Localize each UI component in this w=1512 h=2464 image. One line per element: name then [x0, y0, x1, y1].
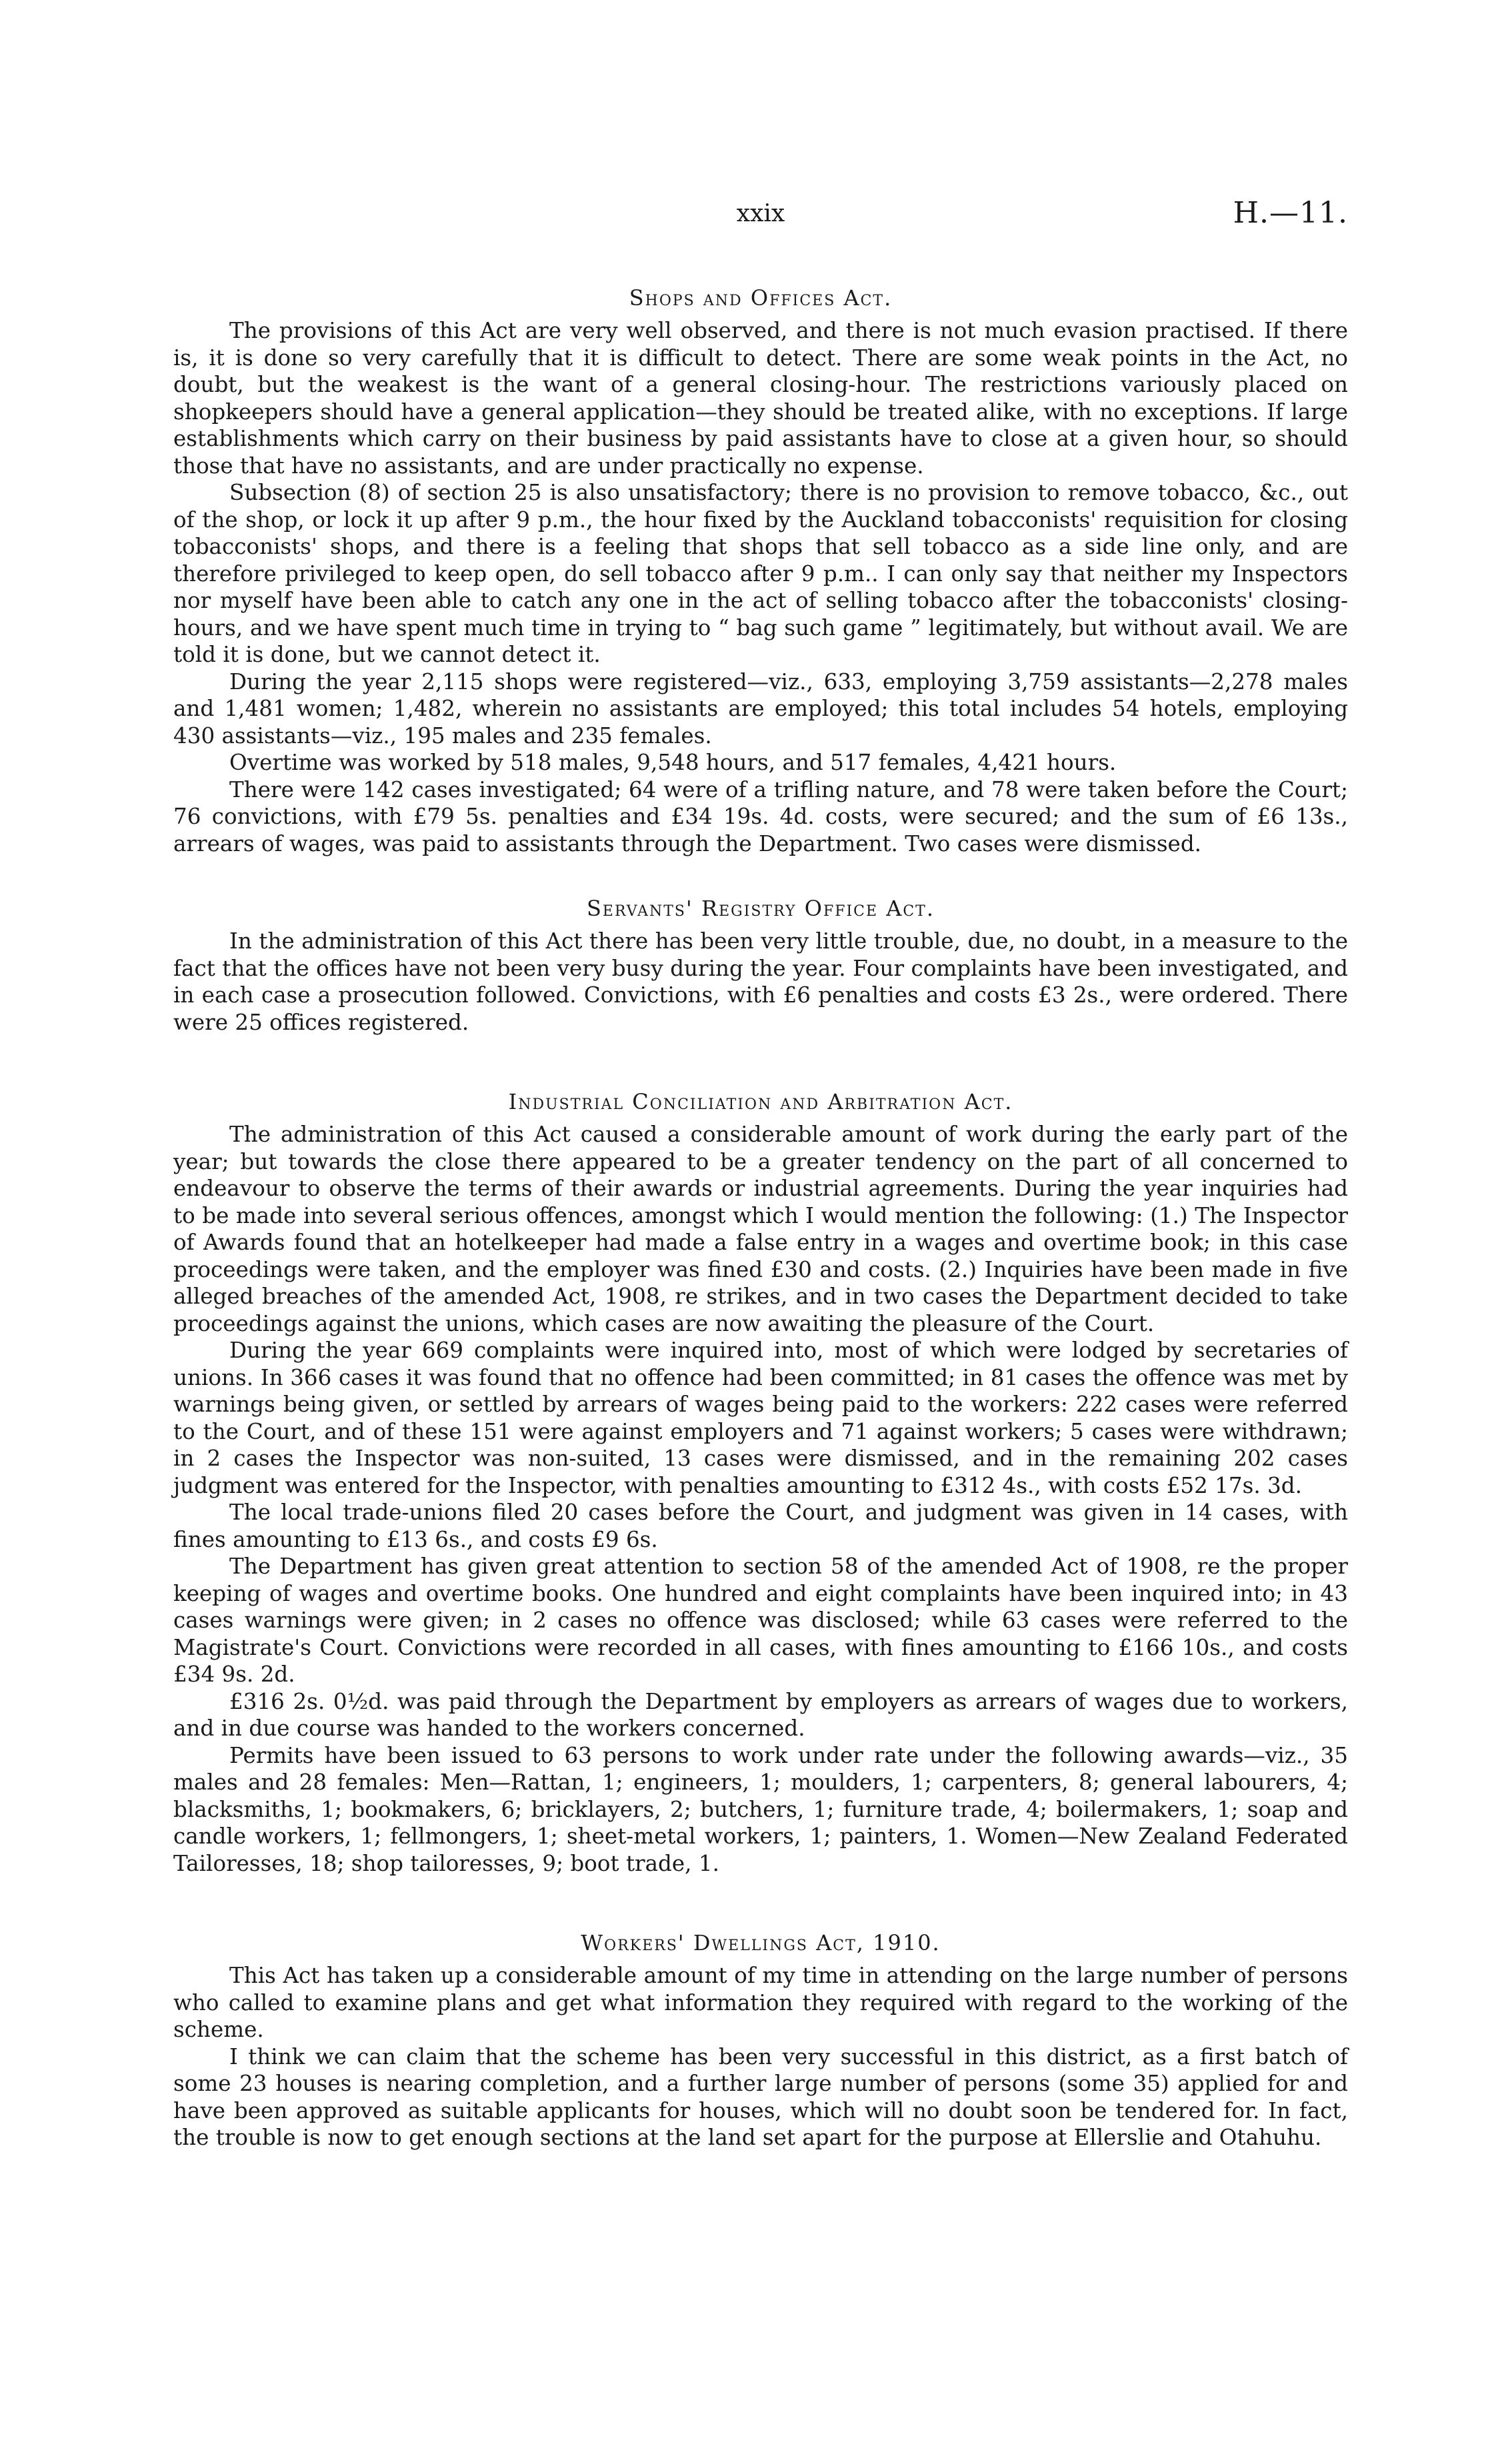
paragraph: I think we can claim that the scheme has been very successful in this district, as a first batch of some 23 houses is nearing completion, and a further large number of persons (some 35) applied for and have been approved as suitable applicants for houses, which will no doubt soon be tendered for. In fact, the trouble is now to get enough sections at the land set apart for the purpose at Ellerslie and Otahuhu.	[173, 2043, 1348, 2150]
document-page	[173, 196, 1348, 2151]
paragraph: The administration of this Act caused a considerable amount of work during the early part of the year; but towards the close there appeared to be a greater tendency on the part of all concerned to endeavour to observe the terms of their awards or industrial agreements. During the year inquiries had to be made into several serious offences, amongst which I would mention the following: (1.) The Inspector of Awards found that an hotelkeeper had made a false entry in a wages and overtime book; in this case proceedings were taken, and the employer was fined £30 and costs. (2.) Inquiries have been made in five alleged breaches of the amended Act, 1908, re strikes, and in two cases the Department decided to take proceedings against the unions, which cases are now awaiting the pleasure of the Court.	[173, 1122, 1348, 1336]
paragraph: Subsection (8) of section 25 is also unsatisfactory; there is no provision to remove tobacco, &c., out of the shop, or lock it up after 9 p.m., the hour fixed by the Auckland tobacconists' requisition for closing tobacconists' shops, and there is a feeling that shops that sell tobacco as a side line only, and are therefore privileged to keep open, do sell tobacco after 9 p.m.. I can only say that neither my Inspectors nor myself have been able to catch any one in the act of selling tobacco after the tobacconists' closing-hours, and we have spent much time in trying to “ bag such game ” legitimately, but without avail. We are told it is done, but we cannot detect it.	[173, 480, 1348, 667]
section-heading: Workers' Dwellings Act, 1910.	[581, 1930, 941, 1955]
section-servants-registry-office-act	[173, 896, 1348, 1036]
paragraph: During the year 669 complaints were inquired into, most of which were lodged by secretaries of unions. In 366 cases it was found that no offence had been committed; in 81 cases the offence was met by warnings being given, or settled by arrears of wages being paid to the workers: 222 cases were referred to the Court, and of these 151 were against employers and 71 against workers; 5 cases were withdrawn; in 2 cases the Inspector was non-suited, 13 cases were dismissed, and in the remaining 202 cases judgment was entered for the Inspector, with penalties amounting to £312 4s., with costs £52 17s. 3d.	[173, 1338, 1348, 1498]
paragraph: This Act has taken up a considerable amount of my time in attending on the large number of persons who called to examine plans and get what information they required with regard to the working of the scheme.	[173, 1963, 1348, 2042]
paragraph: Permits have been issued to 63 persons to work under rate under the following awards—viz., 35 males and 28 females: Men—Rattan, 1; engineers, 1; moulders, 1; carpenters, 8; general labourers, 4; blacksmiths, 1; bookmakers, 6; bricklayers, 2; butchers, 1; furniture trade, 4; boilermakers, 1; soap and candle workers, 1; fellmongers, 1; sheet-metal workers, 1; painters, 1. Women—New Zealand Federated Tailoresses, 18; shop tailoresses, 9; boot trade, 1.	[173, 1742, 1348, 1876]
page-header	[173, 196, 1348, 247]
page-number: xxix	[736, 200, 785, 227]
paragraph: There were 142 cases investigated; 64 were of a trifling nature, and 78 were taken before the Court; 76 convictions, with £79 5s. penalties and £34 19s. 4d. costs, were secured; and the sum of £6 13s., arrears of wages, was paid to assistants through the Department. Two cases were dismissed.	[173, 776, 1348, 856]
paragraph: The Department has given great attention to section 58 of the amended Act of 1908, re the proper keeping of wages and overtime books. One hundred and eight complaints have been inquired into; in 43 cases warnings were given; in 2 cases no offence was disclosed; while 63 cases were referred to the Magistrate's Court. Convictions were recorded in all cases, with fines amounting to £166 10s., and costs £34 9s. 2d.	[173, 1554, 1348, 1687]
section-heading: Industrial Conciliation and Arbitration Act.	[508, 1089, 1013, 1114]
section-shops-and-offices-act	[173, 285, 1348, 857]
paragraph: The local trade-unions filed 20 cases before the Court, and judgment was given in 14 cases, with fines amounting to £13 6s., and costs £9 6s.	[173, 1500, 1348, 1552]
paragraph: The provisions of this Act are very well observed, and there is not much evasion practised. If there is, it is done so very carefully that it is difficult to detect. There are some weak points in the Act, no doubt, but the weakest is the want of a general closing-hour. The restrictions variously placed on shopkeepers should have a general application—they should be treated alike, with no exceptions. If large establishments which carry on their business by paid assistants have to close at a given hour, so should those that have no assistants, and are under practically no expense.	[173, 318, 1348, 479]
paragraph: £316 2s. 0½d. was paid through the Department by employers as arrears of wages due to workers, and in due course was handed to the workers concerned.	[173, 1688, 1348, 1741]
section-heading: Shops and Offices Act.	[629, 285, 893, 311]
section-workers-dwellings-act	[173, 1930, 1348, 2151]
section-industrial-conciliation-arbitration-act	[173, 1089, 1348, 1877]
paragraph: During the year 2,115 shops were registered—viz., 633, employing 3,759 assistants—2,278 males and 1,481 women; 1,482, wherein no assistants are employed; this total includes 54 hotels, employing 430 assistants—viz., 195 males and 235 females.	[173, 668, 1348, 748]
paragraph: Overtime was worked by 518 males, 9,548 hours, and 517 females, 4,421 hours.	[229, 750, 1117, 775]
section-heading: Servants' Registry Office Act.	[586, 896, 935, 921]
document-reference: H.—11.	[1233, 196, 1348, 230]
paragraph: In the administration of this Act there has been very little trouble, due, no doubt, in a measure to the fact that the offices have not been very busy during the year. Four complaints have been investigated, and in each case a prosecution followed. Convictions, with £6 penalties and costs £3 2s., were ordered. There were 25 offices registered.	[173, 928, 1348, 1035]
